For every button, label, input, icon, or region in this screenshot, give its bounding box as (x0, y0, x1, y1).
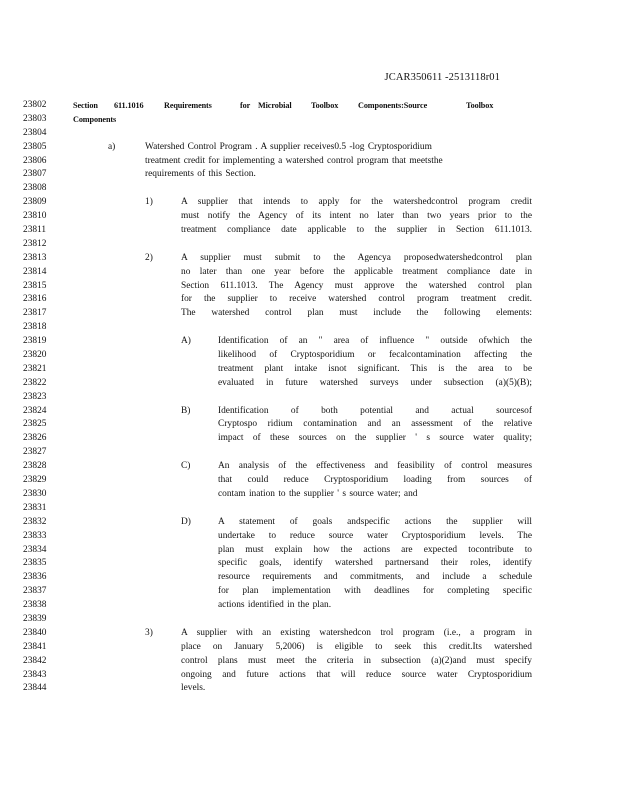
text-line: that could reduce Cryptosporidium loading from sources of (218, 475, 532, 486)
line-row (0, 571, 618, 585)
text-line: treatment plant intake isnot significant. This is the area to be (218, 363, 532, 374)
line-row (0, 321, 618, 335)
line-number: 23834 (23, 544, 47, 555)
line-number: 23824 (23, 405, 47, 416)
text-line: A supplier must submit to the Agencya proposedwatershedcontrol plan (181, 252, 532, 263)
line-row (0, 669, 618, 683)
line-number: 23817 (23, 308, 47, 319)
line-number: 23808 (23, 183, 47, 194)
text-line: undertake to reduce source water Cryptosporidium levels. The (218, 530, 532, 541)
text-lines (0, 127, 618, 697)
line-number: 23836 (23, 572, 47, 583)
line-number: 23809 (23, 197, 47, 208)
line-row (0, 488, 618, 502)
line-number: 23827 (23, 447, 47, 458)
line-number: 23825 (23, 419, 47, 430)
line-row (0, 474, 618, 488)
line-number: 23838 (23, 600, 47, 611)
heading-word: Toolbox (311, 101, 339, 110)
text-line: for the supplier to receive watershed control program treatment credit. (181, 294, 532, 305)
line-row (0, 557, 618, 571)
line-row (0, 599, 618, 613)
line-number: 23811 (23, 225, 47, 236)
line-number: 23828 (23, 461, 47, 472)
line-row (0, 155, 618, 169)
text-line: levels. (181, 683, 206, 694)
line-number: 23833 (23, 530, 47, 541)
line-row (0, 210, 618, 224)
text-line: Cryptospo ridium contamination and an assessment of the relative (218, 419, 532, 430)
line-number: 23842 (23, 655, 47, 666)
line-number: 23832 (23, 516, 47, 527)
item-label: D) (181, 516, 191, 527)
line-number: 23823 (23, 391, 47, 402)
line-row (0, 432, 618, 446)
item-label: C) (181, 461, 191, 472)
section-number: 611.1016 (114, 101, 144, 110)
heading-continuation: Components (73, 114, 117, 124)
line-row (0, 252, 618, 266)
text-line: actions identified in the plan. (218, 600, 332, 611)
item-label: 2) (145, 252, 153, 263)
item-label: B) (181, 405, 191, 416)
document-id: JCAR350611 -2513118r01 (384, 72, 500, 83)
line-row (0, 405, 618, 419)
text-line: control plans must meet the criteria in subsection (a)(2)and must specify (181, 655, 532, 666)
text-line: contam ination to the supplier ' s source water; and (218, 488, 418, 499)
text-line: resource requirements and commitments, and include a schedule (218, 572, 532, 583)
line-number: 23814 (23, 266, 47, 277)
line-row (0, 266, 618, 280)
line-number: 23802 (23, 100, 47, 110)
text-line: An analysis of the effectiveness and feasibility of control measures (218, 461, 532, 472)
text-line: impact of these sources on the supplier ' s source water quality; (218, 433, 532, 444)
line-number: 23807 (23, 169, 47, 180)
text-line: A supplier with an existing watershedcon trol program (i.e., a program in (181, 627, 532, 638)
line-number: 23812 (23, 238, 47, 249)
item-label: A) (181, 336, 191, 347)
line-row (0, 530, 618, 544)
text-line: Identification of an " area of influence " outside ofwhich the (218, 336, 532, 347)
text-line: treatment credit for implementing a watershed control program that meetsthe (145, 155, 443, 166)
line-number: 23843 (23, 669, 47, 680)
line-row (0, 127, 618, 141)
line-row (0, 544, 618, 558)
heading-word: Microbial (258, 101, 292, 110)
line-number: 23821 (23, 363, 47, 374)
text-line: specific goals, identify watershed partnersand their roles, identify (218, 558, 532, 569)
line-number: 23813 (23, 252, 47, 263)
line-number: 23841 (23, 641, 47, 652)
line-row (0, 446, 618, 460)
line-number: 23829 (23, 475, 47, 486)
line-row (0, 99, 618, 113)
line-row (0, 502, 618, 516)
line-row (0, 224, 618, 238)
line-row (0, 655, 618, 669)
line-row (0, 363, 618, 377)
line-number: 23804 (23, 127, 47, 138)
line-number: 23806 (23, 155, 47, 166)
line-row (0, 418, 618, 432)
line-number: 23822 (23, 377, 47, 388)
heading-word: Requirements (164, 101, 212, 110)
line-number: 23844 (23, 683, 47, 694)
line-row (0, 516, 618, 530)
line-number: 23820 (23, 350, 47, 361)
line-row (0, 196, 618, 210)
line-number: 23819 (23, 336, 47, 347)
line-row (0, 585, 618, 599)
text-line: ongoing and future actions that will reduce source water Cryptosporidium (181, 669, 532, 680)
line-row (0, 641, 618, 655)
text-line: Watershed Control Program . A supplier receives0.5 -log Cryptosporidium (145, 141, 432, 152)
item-label: a) (108, 141, 116, 152)
text-line: must notify the Agency of its intent no later than two years prior to the (181, 211, 532, 222)
text-line: A statement of goals andspecific actions the supplier will (218, 516, 532, 527)
text-line: plan must explain how the actions are expected tocontribute to (218, 544, 532, 555)
line-row (0, 460, 618, 474)
line-row (0, 307, 618, 321)
line-row (0, 168, 618, 182)
line-number: 23835 (23, 558, 47, 569)
line-number: 23816 (23, 294, 47, 305)
line-number: 23803 (23, 113, 47, 124)
item-label: 3) (145, 627, 153, 638)
text-line: The watershed control plan must include the following elements: (181, 308, 532, 319)
text-line: Section 611.1013. The Agency must approve the watershed control plan (181, 280, 532, 291)
line-number: 23830 (23, 488, 47, 499)
line-row (0, 682, 618, 696)
text-line: treatment compliance date applicable to the supplier in Section 611.1013. (181, 225, 532, 236)
line-number: 23840 (23, 627, 47, 638)
heading-word: Toolbox (466, 101, 494, 110)
line-number: 23805 (23, 141, 47, 152)
line-number: 23826 (23, 433, 47, 444)
line-row (0, 349, 618, 363)
line-row (0, 377, 618, 391)
line-row (0, 613, 618, 627)
line-row (0, 391, 618, 405)
line-number: 23810 (23, 211, 47, 222)
text-line: requirements of this Section. (145, 169, 256, 180)
line-number: 23818 (23, 322, 47, 333)
line-row (0, 335, 618, 349)
text-line: evaluated in future watershed surveys under subsection (a)(5)(B); (218, 377, 532, 388)
document-body (0, 99, 618, 696)
line-row (0, 182, 618, 196)
line-row (0, 293, 618, 307)
text-line: A supplier that intends to apply for the watershedcontrol program credit (181, 197, 532, 208)
line-row (0, 280, 618, 294)
line-number: 23815 (23, 280, 47, 291)
line-number: 23837 (23, 586, 47, 597)
text-line: likelihood of Cryptosporidium or fecalcontamination affecting the (218, 350, 532, 361)
line-number: 23831 (23, 502, 47, 513)
heading-word: Components:Source (358, 101, 428, 110)
line-row (0, 141, 618, 155)
line-row (0, 238, 618, 252)
text-line: Identification of both potential and actual sourcesof (218, 405, 532, 416)
text-line: no later than one year before the applicable treatment compliance date in (181, 266, 532, 277)
text-line: place on January 5,2006) is eligible to seek this credit.Its watershed (181, 641, 532, 652)
line-row (0, 113, 618, 127)
heading-word: for (240, 101, 251, 110)
section-label: Section (73, 101, 98, 110)
text-line: for plan implementation with deadlines for completing specific (218, 586, 532, 597)
item-label: 1) (145, 197, 153, 208)
line-number: 23839 (23, 613, 47, 624)
line-row (0, 627, 618, 641)
